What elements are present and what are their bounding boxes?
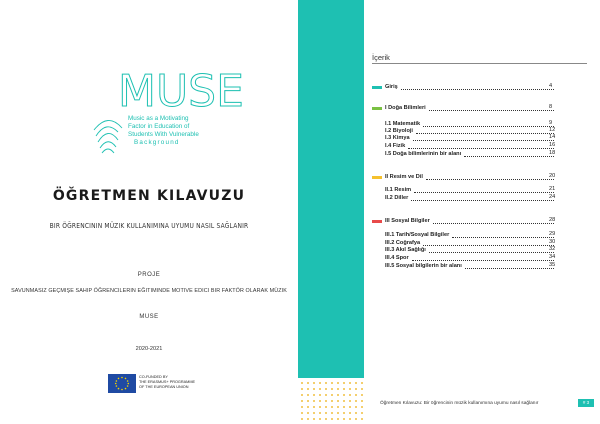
decor-dot (319, 388, 321, 390)
decor-dot (349, 400, 351, 402)
decor-dot (331, 388, 333, 390)
decor-dot (349, 382, 351, 384)
toc-page-number: 16 (549, 142, 556, 148)
decor-dot (337, 406, 339, 408)
toc-leader-dots (429, 106, 554, 111)
toc-page-number: 24 (549, 194, 556, 200)
toc-entry-label: II Resim ve Dil (385, 174, 423, 180)
toc-subsection-entry[interactable] (385, 254, 557, 262)
decor-dot (325, 412, 327, 414)
teal-band (298, 0, 364, 424)
toc-leader-dots (426, 175, 554, 180)
decor-dot (319, 412, 321, 414)
decor-dot (313, 412, 315, 414)
toc-leader-dots (412, 256, 554, 261)
decor-dot (361, 400, 363, 402)
logo-line-2: Factor in Education of (128, 123, 190, 130)
toc-entry-label: II.1 Resim (385, 187, 412, 193)
decor-dot (349, 406, 351, 408)
toc-entry-label: I Doğa Bilimleri (385, 105, 426, 111)
toc-entry-label: Giriş (385, 84, 398, 90)
decor-dot (343, 400, 345, 402)
decor-dot (325, 382, 327, 384)
decor-dot (313, 400, 315, 402)
decor-dot (343, 388, 345, 390)
toc-entry-label: II.2 Diller (385, 195, 409, 201)
decor-dot (355, 394, 357, 396)
dot-pattern (298, 378, 364, 424)
eu-text-line-3: OF THE EUROPEAN UNION (139, 385, 189, 389)
decor-dot (325, 388, 327, 390)
section-color-bar (372, 86, 382, 89)
toc-subsection-entry[interactable] (385, 142, 557, 150)
toc-page-number: 35 (549, 262, 556, 268)
decor-dot (313, 382, 315, 384)
decor-dot (337, 382, 339, 384)
toc-subsection-entry[interactable] (385, 231, 557, 239)
decor-dot (301, 412, 303, 414)
decor-dot (355, 400, 357, 402)
toc-entry-label: III.5 Sosyal bilgilerin bir alanı (385, 263, 462, 269)
logo-line-4: Background (134, 139, 180, 146)
decor-dot (301, 394, 303, 396)
eu-text-line-2: THE ERASMUS+ PROGRAMME (139, 380, 196, 384)
toc-entry-label: III Sosyal Bilgiler (385, 218, 430, 224)
toc-page-number: 4 (549, 83, 553, 89)
decor-dot (331, 412, 333, 414)
decor-dot (361, 406, 363, 408)
decor-dot (301, 388, 303, 390)
toc-page-number: 32 (549, 246, 556, 252)
toc-section-entry[interactable] (385, 83, 557, 91)
decor-dot (313, 388, 315, 390)
decor-dot (307, 382, 309, 384)
cover-page (0, 0, 298, 424)
toc-leader-dots (429, 248, 554, 253)
decor-dot (361, 418, 363, 420)
toc-subsection-entry[interactable] (385, 150, 557, 158)
decor-dot (301, 382, 303, 384)
toc-page-number: 30 (549, 239, 556, 245)
decor-dot (301, 418, 303, 420)
logo-wordmark: MUSE (118, 66, 244, 117)
toc-subsection-entry[interactable] (385, 262, 557, 270)
toc-leader-dots (401, 85, 554, 90)
toc-leader-dots (465, 264, 554, 269)
decor-dot (307, 394, 309, 396)
cover-title: ÖĞRETMEN KILAVUZU (52, 188, 246, 204)
project-description: SAVUNMASIZ GEÇMIŞE SAHIP ÖĞRENCILERIN EĞITIMINDE MOTIVE EDICI BIR FAKTÖR OLARAK MÜZIK (11, 288, 287, 294)
section-color-bar (372, 220, 382, 223)
toc-page-number: 21 (549, 186, 556, 192)
toc-title-rule (372, 63, 587, 64)
toc-title: İçerik (372, 53, 390, 62)
eu-text-line-1: CO-FUNDED BY (139, 375, 168, 379)
toc-page-number: 9 (549, 120, 553, 126)
decor-dot (325, 394, 327, 396)
decor-dot (307, 388, 309, 390)
logo-line-1: Music as a Motivating (128, 115, 189, 122)
toc-page-number: 28 (549, 217, 556, 223)
muse-label: MUSE (139, 314, 159, 320)
decor-dot (355, 382, 357, 384)
section-color-bar (372, 176, 382, 179)
toc-subsection-entry[interactable] (385, 186, 557, 194)
toc-leader-dots (413, 136, 554, 141)
decor-dot (337, 388, 339, 390)
toc-leader-dots (433, 219, 554, 224)
toc-subsection-entry[interactable] (385, 246, 557, 254)
decor-dot (319, 382, 321, 384)
project-years: 2020-2021 (135, 346, 163, 352)
toc-leader-dots (414, 188, 554, 193)
decor-dot (343, 418, 345, 420)
decor-dot (307, 406, 309, 408)
toc-entry-label: I.4 Fizik (385, 143, 406, 149)
toc-page-number: 18 (549, 150, 556, 156)
decor-dot (313, 418, 315, 420)
toc-entry-label: I.2 Biyoloji (385, 128, 413, 134)
eu-flag-icon (108, 374, 136, 393)
decor-dot (319, 418, 321, 420)
decor-dot (343, 382, 345, 384)
decor-dot (331, 406, 333, 408)
cover-subtitle: BIR ÖĞRENCININ MÜZIK KULLANIMINA UYUMU NASIL SAĞLANIR (49, 222, 249, 230)
section-color-bar (372, 107, 382, 110)
decor-dot (337, 412, 339, 414)
toc-section-entry[interactable] (385, 104, 557, 112)
decor-dot (325, 406, 327, 408)
decor-dot (355, 412, 357, 414)
toc-entry-label: I.3 Kimya (385, 135, 410, 141)
toc-page-number: 20 (549, 173, 556, 179)
decor-dot (331, 382, 333, 384)
toc-entry-label: I.1 Matematik (385, 121, 421, 127)
decor-dot (355, 406, 357, 408)
footer-text: Öğretmen Kılavuzu: Bir öğrencinin müzik kullanımına uyumu nasıl sağlanır (380, 401, 539, 406)
decor-dot (331, 394, 333, 396)
toc-subsection-entry[interactable] (385, 134, 557, 142)
decor-dot (349, 412, 351, 414)
decor-dot (319, 394, 321, 396)
toc-subsection-entry[interactable] (385, 194, 557, 202)
toc-leader-dots (423, 241, 554, 246)
decor-dot (313, 394, 315, 396)
toc-leader-dots (416, 129, 554, 134)
decor-dot (361, 412, 363, 414)
decor-dot (337, 394, 339, 396)
fingerprint-icon (94, 120, 122, 153)
toc-entry-label: III.1 Tarih/Sosyal Bilgiler (385, 232, 450, 238)
toc-leader-dots (423, 122, 554, 127)
toc-entry-label: I.5 Doğa bilimlerinin bir alanı (385, 151, 462, 157)
toc-leader-dots (411, 196, 554, 201)
toc-entry-label: III.2 Coğrafya (385, 240, 421, 246)
decor-dot (343, 406, 345, 408)
toc-section-entry[interactable] (385, 217, 557, 225)
eu-funding-text (139, 375, 195, 390)
decor-dot (349, 418, 351, 420)
decor-dot (301, 406, 303, 408)
decor-dot (313, 406, 315, 408)
decor-dot (355, 418, 357, 420)
toc-leader-dots (464, 152, 554, 157)
decor-dot (301, 400, 303, 402)
logo-line-3: Students With Vulnerable (128, 131, 199, 138)
decor-dot (349, 388, 351, 390)
decor-dot (349, 394, 351, 396)
toc-leader-dots (408, 144, 554, 149)
decor-dot (361, 388, 363, 390)
decor-dot (361, 382, 363, 384)
toc-page-number: 8 (549, 104, 553, 110)
toc-page-number: 12 (549, 127, 556, 133)
toc-entry-label: III.4 Spor (385, 255, 409, 261)
toc-page-number: 14 (549, 134, 556, 140)
page-number-badge: # 3 (578, 399, 594, 407)
muse-logo (88, 58, 244, 168)
decor-dot (331, 418, 333, 420)
decor-dot (331, 400, 333, 402)
decor-dot (361, 394, 363, 396)
decor-dot (319, 400, 321, 402)
toc-page-number: 29 (549, 231, 556, 237)
decor-dot (325, 400, 327, 402)
toc-entry-label: III.3 Akıl Sağlığı (385, 247, 426, 253)
decor-dot (337, 400, 339, 402)
decor-dot (343, 394, 345, 396)
decor-dot (343, 412, 345, 414)
decor-dot (307, 418, 309, 420)
proje-label: PROJE (137, 272, 161, 278)
toc-page-number: 34 (549, 254, 556, 260)
decor-dot (325, 418, 327, 420)
decor-dot (337, 418, 339, 420)
toc-leader-dots (452, 233, 554, 238)
decor-dot (355, 388, 357, 390)
toc-section-entry[interactable] (385, 173, 557, 181)
decor-dot (319, 406, 321, 408)
decor-dot (307, 412, 309, 414)
decor-dot (307, 400, 309, 402)
